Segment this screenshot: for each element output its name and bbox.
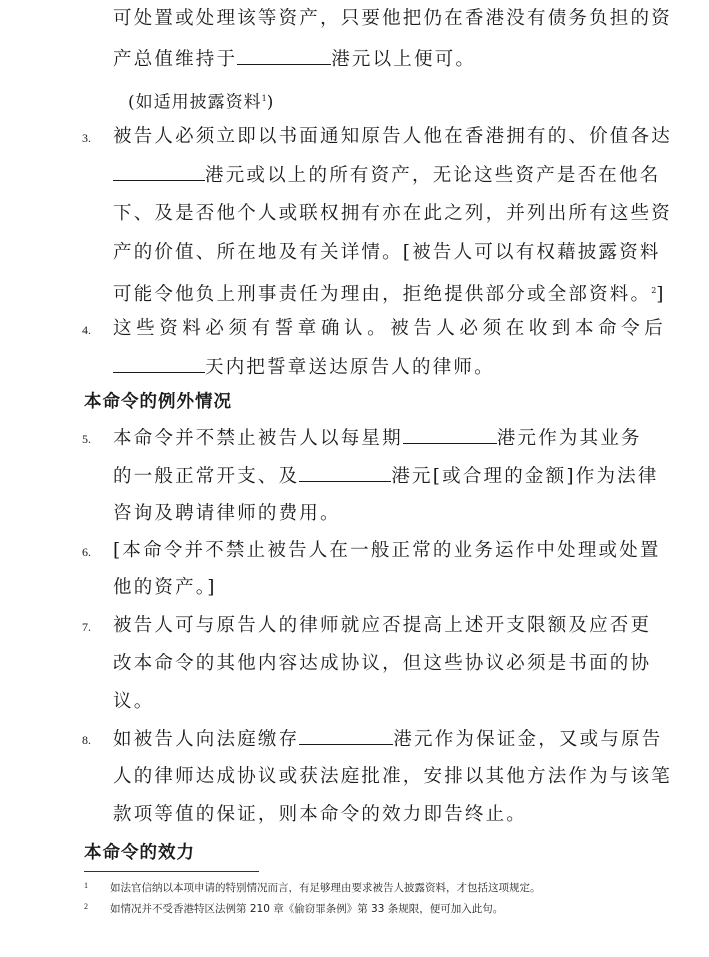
footnote-ref: 1: [261, 94, 267, 103]
para3-line5: [113, 278, 666, 308]
para8-line1-text: 如被告人向法庭缴存: [113, 729, 300, 750]
disclosure-note-close: ): [266, 92, 275, 113]
footnote-2-text: 如情况并不受香港特区法例第 210 章《偷窃罪条例》第 33 条规限，便可加入此句。: [110, 903, 504, 915]
disclosure-note-text: (如适用披露资料: [128, 92, 262, 113]
para6-line2: 他的资产。]: [113, 577, 217, 598]
para4-line1: 这些资料必须有誓章确认。被告人必须在收到本命令后: [113, 318, 668, 339]
footnote-1-text: 如法官信纳以本项申请的特别情况而言，有足够理由要求被告人披露资料，才包括这项规定。: [110, 882, 541, 894]
para5-number: 5.: [82, 432, 91, 446]
para3-line1: 被告人必须立即以书面通知原告人他在香港拥有的、价值各达: [113, 126, 672, 147]
para3-line2: [113, 162, 660, 189]
disclosure-note: [128, 86, 274, 116]
para7-line1: 被告人可与原告人的律师就应否提高上述开支限额及应否更: [113, 615, 652, 636]
amount-blank: [113, 162, 205, 181]
para7-line2: 改本命令的其他内容达成协议，但这些协议必须是书面的协: [113, 653, 652, 674]
para2-line1: 可处置或处理该等资产，只要他把仍在香港没有债务负担的资: [113, 8, 672, 29]
para3-line4: 产的价值、所在地及有关详情。[被告人可以有权藉披露资料: [113, 242, 661, 263]
para2-line2-text: 产总值维持于: [113, 49, 238, 70]
footnote-1-mark: 1: [84, 881, 88, 890]
para3-line3: 下、及是否他个人或联权拥有亦在此之列，并列出所有这些资: [113, 203, 672, 224]
footnote-ref: 2: [651, 286, 657, 295]
section-heading-effect: 本命令的效力: [84, 843, 195, 863]
para6-line1: [本命令并不禁止被告人在一般正常的业务运作中处理或处置: [113, 540, 661, 561]
amount-blank: [299, 463, 391, 482]
amount-blank: [299, 726, 393, 745]
para5-line2-suffix: 港元[或合理的金额]作为法律: [391, 466, 659, 487]
amount-blank: [403, 425, 497, 444]
para7-line3: 议。: [113, 691, 155, 712]
para8-number: 8.: [82, 733, 91, 747]
para5-line2-text: 的一般正常开支、及: [113, 466, 300, 487]
para8-line3: 款项等值的保证，则本命令的效力即告终止。: [113, 804, 528, 825]
para2-line2-suffix: 港元以上便可。: [331, 49, 477, 70]
para5-line3: 咨询及聘请律师的费用。: [113, 503, 341, 524]
para5-line2: [113, 463, 659, 490]
para3-line5-text: 可能令他负上刑事责任为理由，拒绝提供部分或全部资料。: [113, 284, 652, 306]
days-blank: [113, 354, 205, 373]
para4-line2-text: 天内把誓章送达原告人的律师。: [205, 357, 495, 378]
footnote-2-mark: 2: [84, 902, 88, 911]
para8-line1: [113, 726, 662, 753]
para2-line2: [113, 46, 476, 73]
para3-line5-close: ]: [656, 284, 666, 306]
footnote-divider: [84, 871, 259, 872]
para7-number: 7.: [82, 620, 91, 634]
para5-line1: [113, 425, 642, 452]
para6-number: 6.: [82, 545, 91, 559]
para4-number: 4.: [82, 323, 91, 337]
para8-line2: 人的律师达成协议或获法庭批准，安排以其他方法作为与该笔: [113, 766, 672, 787]
para5-line1-suffix: 港元作为其业务: [496, 428, 642, 449]
para3-number: 3.: [82, 131, 91, 145]
para8-line1-suffix: 港元作为保证金，又或与原告: [393, 729, 663, 750]
para5-line1-text: 本命令并不禁止被告人以每星期: [113, 428, 403, 449]
para4-line2: [113, 354, 495, 381]
para3-line2-text: 港元或以上的所有资产，无论这些资产是否在他名: [205, 165, 661, 186]
amount-blank: [237, 46, 331, 65]
section-heading-exceptions: 本命令的例外情况: [84, 392, 232, 412]
